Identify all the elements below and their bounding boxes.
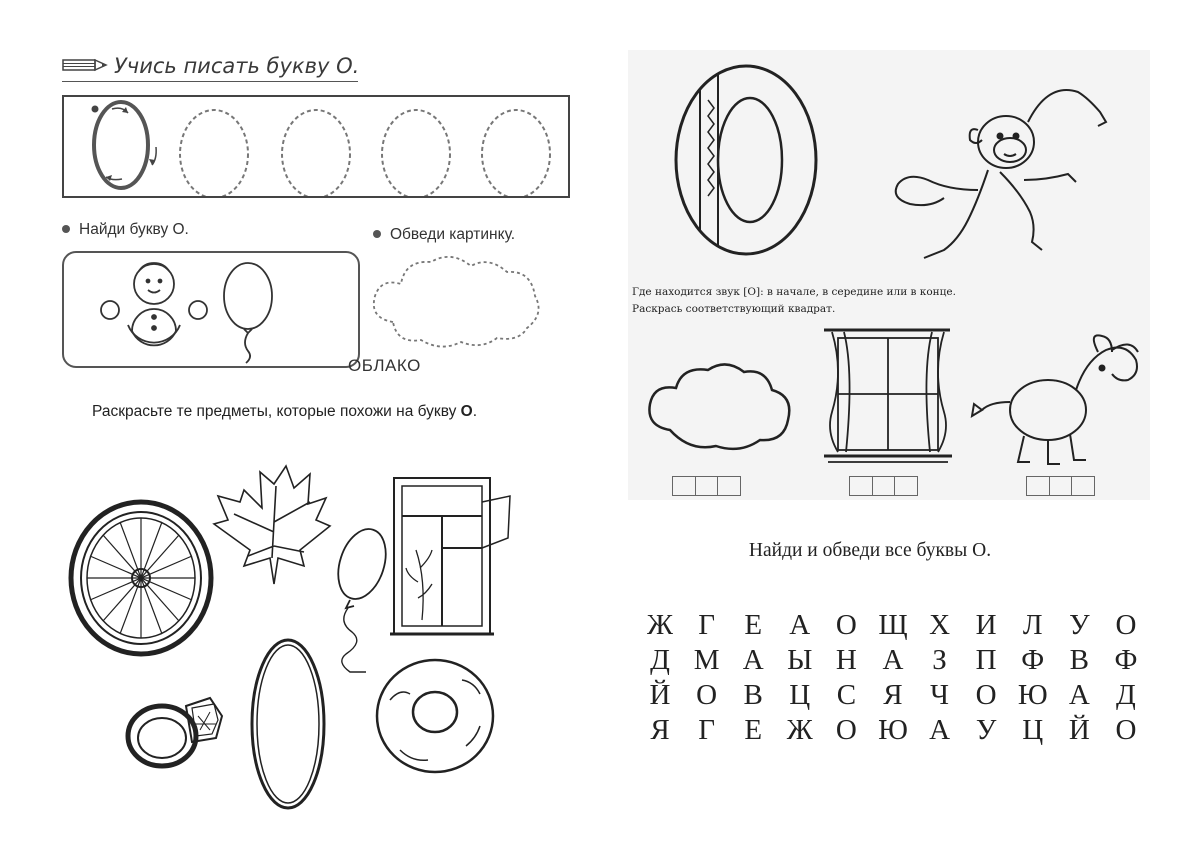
letter-grid-row [640, 678, 1146, 713]
grid-letter[interactable]: Г [698, 609, 715, 641]
coloring-instruction: Раскрасьте те предметы, которые похожи на букву О. [92, 403, 478, 420]
letter-grid-row [640, 643, 1146, 678]
cloud-icon [649, 364, 789, 448]
monkey-icon [896, 90, 1106, 258]
sound-exercise-illustrations [628, 50, 1150, 500]
sound-question [632, 284, 956, 318]
tracing-box [62, 95, 570, 198]
grid-letter[interactable]: А [929, 714, 951, 746]
window-icon [388, 472, 518, 642]
find-letter-box [62, 251, 360, 368]
grid-letter[interactable]: П [975, 644, 997, 676]
sound-position-squares-cloud[interactable] [672, 476, 741, 496]
square-end[interactable] [1072, 477, 1094, 495]
grid-letter[interactable]: Ю [878, 714, 908, 746]
maple-leaf-icon [204, 462, 334, 592]
square-end[interactable] [718, 477, 740, 495]
sound-position-squares-donkey[interactable] [1026, 476, 1095, 496]
cloud-icon [368, 250, 548, 350]
grid-letter[interactable]: О [835, 609, 857, 641]
grid-letter[interactable]: У [975, 714, 997, 746]
ring-icon [118, 672, 228, 782]
grid-letter[interactable]: Ж [786, 714, 813, 746]
pencil-icon [62, 57, 108, 73]
grid-letter[interactable]: Я [650, 714, 670, 746]
grid-letter[interactable]: В [743, 679, 763, 711]
trace-picture-label: Обведи картинку. [373, 226, 515, 244]
bagel-icon [370, 650, 500, 780]
left-page-title [62, 50, 362, 82]
question-line-2: Раскрась соответствующий квадрат. [632, 303, 836, 315]
sound-position-squares-window[interactable] [849, 476, 918, 496]
grid-letter[interactable]: З [932, 644, 947, 676]
bullet-dot [62, 225, 70, 233]
grid-letter[interactable]: Ц [789, 679, 811, 711]
grid-letter[interactable]: Е [744, 714, 763, 746]
grid-letter[interactable]: О [1115, 714, 1137, 746]
hoop-icon [246, 634, 330, 814]
grid-letter[interactable]: А [789, 609, 811, 641]
square-middle[interactable] [696, 477, 719, 495]
grid-letter[interactable]: О [975, 679, 997, 711]
grid-letter[interactable]: А [1068, 679, 1090, 711]
grid-letter[interactable]: О [835, 714, 857, 746]
square-start[interactable] [673, 477, 696, 495]
sound-exercise-panel [628, 50, 1150, 500]
grid-letter[interactable]: О [1115, 609, 1137, 641]
grid-letter[interactable]: Е [744, 609, 763, 641]
cloud-word-label: ОБЛАКО [348, 356, 421, 375]
grid-letter[interactable]: Ч [930, 679, 949, 711]
decorated-letter-o-icon [676, 66, 816, 254]
grid-letter[interactable]: И [975, 609, 997, 641]
grid-letter[interactable]: Й [649, 679, 671, 711]
square-end[interactable] [895, 477, 917, 495]
grid-letter[interactable]: Ц [1022, 714, 1044, 746]
tumbler-doll-icon [101, 263, 207, 345]
grid-letter[interactable]: Л [1022, 609, 1043, 641]
grid-letter[interactable]: А [742, 644, 764, 676]
title-underline [62, 81, 358, 82]
grid-letter[interactable]: Ы [787, 644, 813, 676]
grid-letter[interactable]: Ю [1017, 679, 1048, 711]
grid-letter[interactable]: А [882, 644, 904, 676]
grid-letter[interactable]: М [693, 644, 720, 676]
donkey-icon [972, 335, 1138, 464]
page-title: Учись писать букву О. [114, 54, 360, 78]
square-middle[interactable] [873, 477, 896, 495]
grid-letter[interactable]: Х [929, 609, 951, 641]
grid-letter[interactable]: О [696, 679, 718, 711]
find-letter-pictures [64, 253, 358, 366]
letter-o-tracing-row [64, 97, 568, 196]
letter-grid [640, 608, 1146, 748]
grid-letter[interactable]: Ф [1021, 644, 1045, 676]
find-letter-label: Найди букву О. [62, 221, 189, 239]
square-middle[interactable] [1050, 477, 1073, 495]
grid-letter[interactable]: Д [650, 644, 670, 676]
grid-letter[interactable]: Й [1068, 714, 1090, 746]
grid-letter[interactable]: Н [835, 644, 857, 676]
grid-letter[interactable]: Я [883, 679, 903, 711]
grid-letter[interactable]: В [1069, 644, 1090, 676]
grid-letter[interactable]: Д [1116, 679, 1136, 711]
grid-letter[interactable]: У [1069, 609, 1090, 641]
square-start[interactable] [1027, 477, 1050, 495]
curtained-window-icon [824, 330, 952, 462]
grid-letter[interactable]: Ж [647, 609, 673, 641]
square-start[interactable] [850, 477, 873, 495]
question-line-1: Где находится звук [О]: в начале, в середине или в конце. [632, 286, 956, 298]
balloon-icon [224, 263, 272, 363]
grid-letter[interactable]: Ф [1114, 644, 1138, 676]
grid-letter[interactable]: Г [698, 714, 715, 746]
bullet-dot [373, 230, 381, 238]
grid-letter[interactable]: С [836, 679, 857, 711]
find-all-title: Найди и обведи все буквы О. [748, 540, 992, 561]
letter-grid-row [640, 608, 1146, 643]
grid-letter[interactable]: Щ [878, 609, 908, 641]
letter-grid-row [640, 713, 1146, 748]
wheel-icon [66, 498, 216, 658]
